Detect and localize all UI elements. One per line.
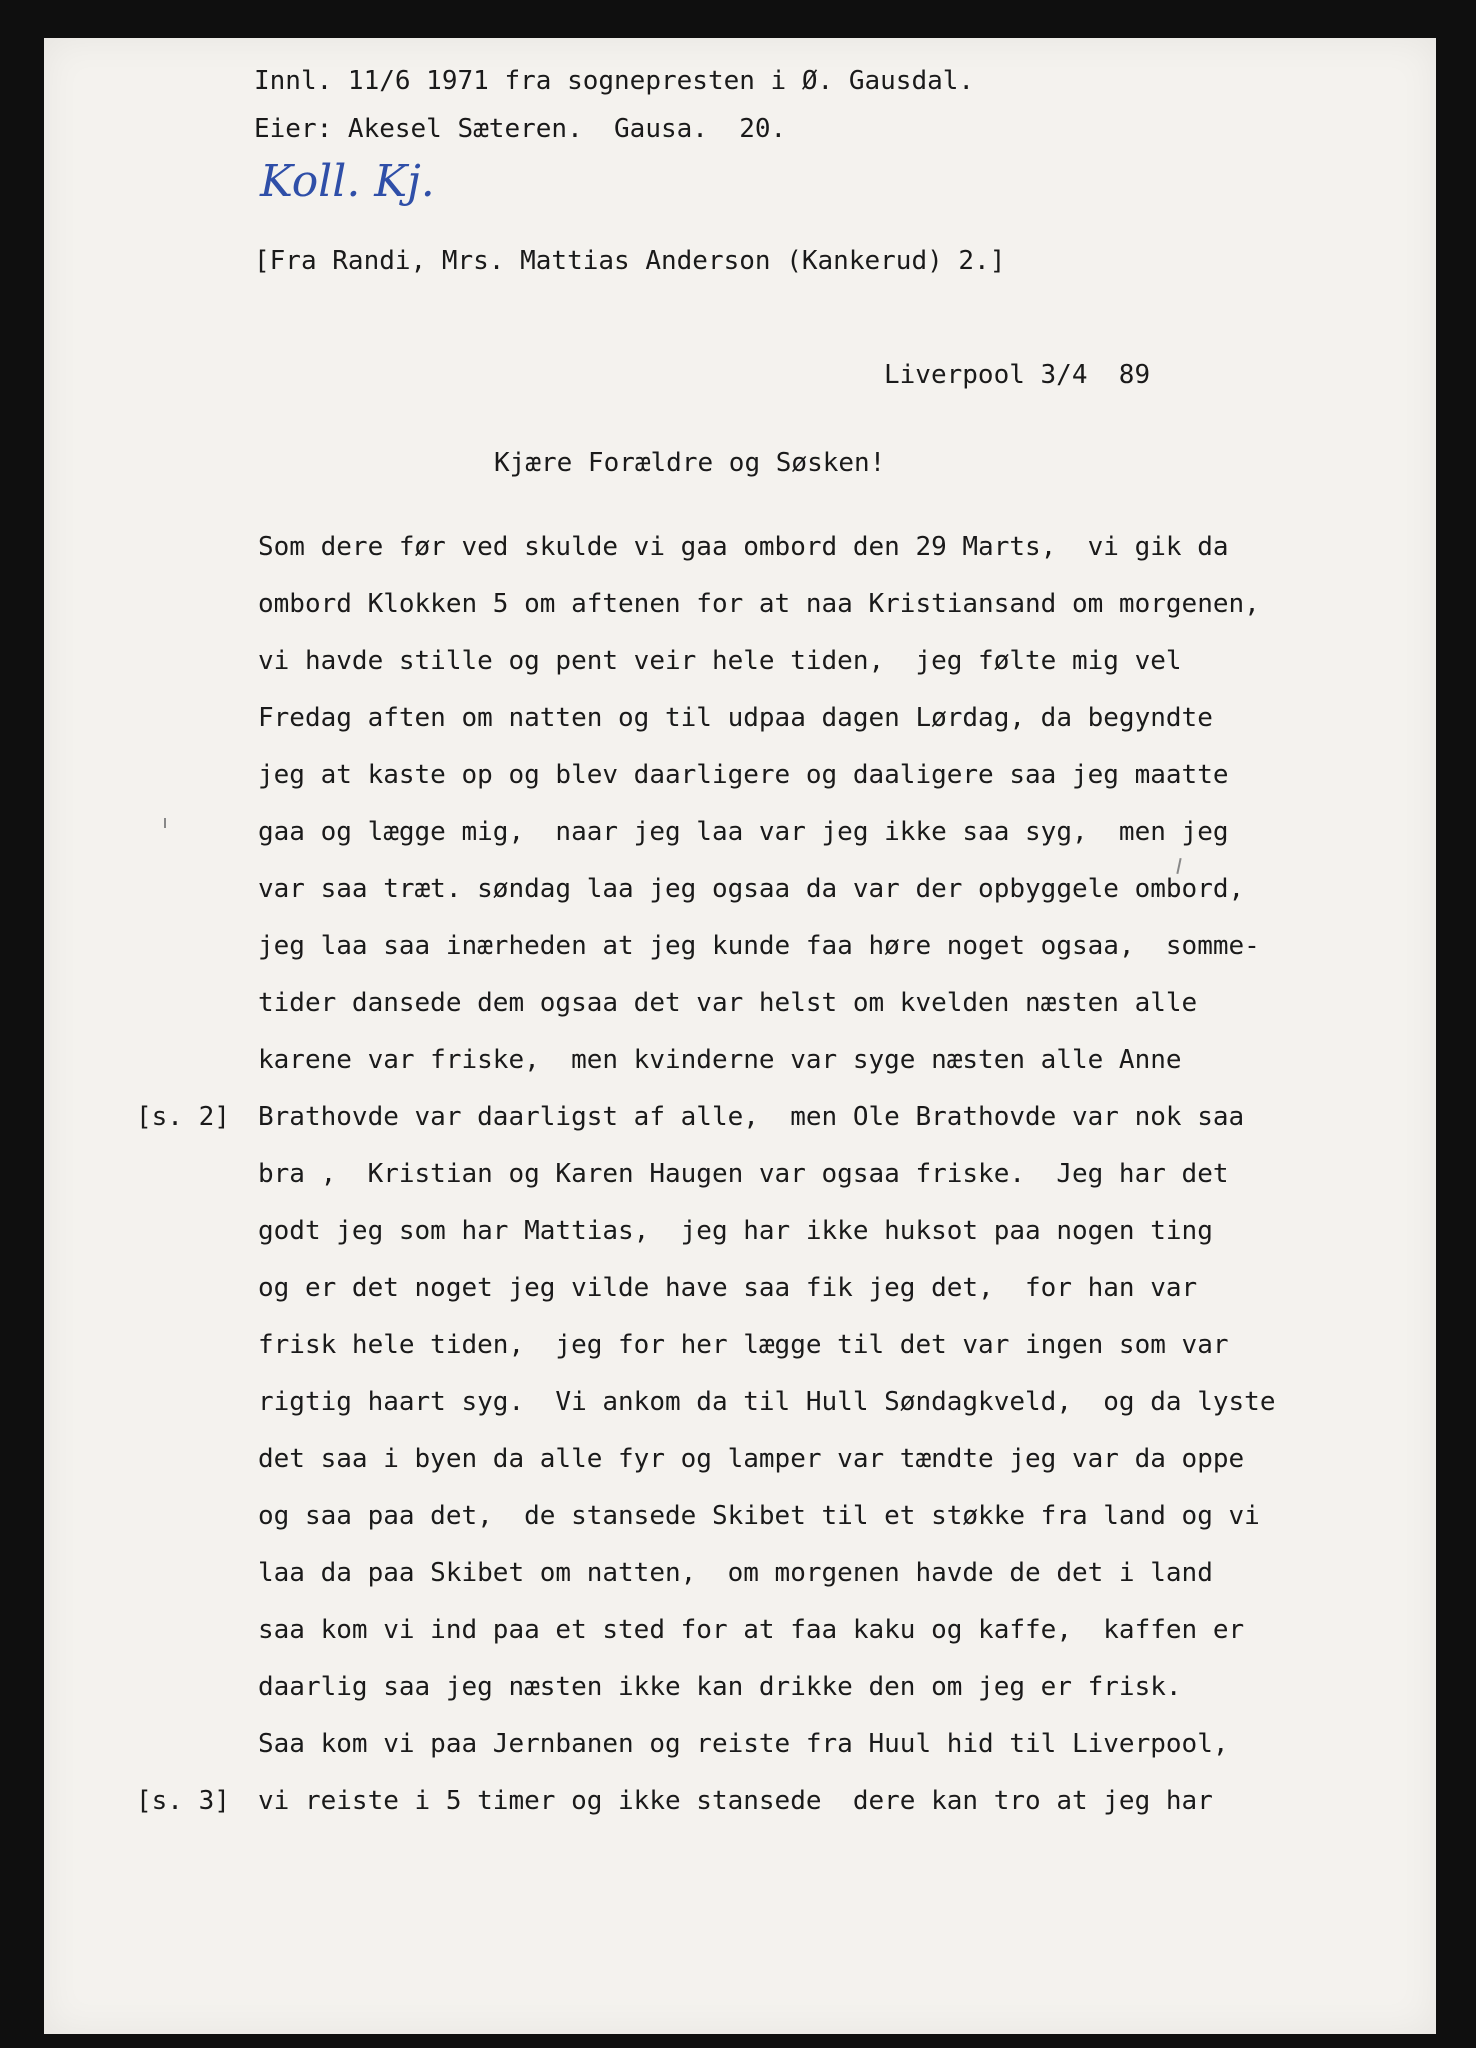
body-line: var saa træt. søndag laa jeg ogsaa da var der opbyggele ombord, [258,874,1245,904]
body-line: og er det noget jeg vilde have saa fik jeg det, for han var [258,1273,1198,1303]
body-line: gaa og lægge mig, naar jeg laa var jeg ikke saa syg, men jeg [258,817,1229,847]
header-received: Innl. 11/6 1971 fra sognepresten i Ø. Gausdal. [254,66,975,96]
body-line: Fredag aften om natten og til udpaa dagen Lørdag, da begyndte [258,703,1213,733]
body-line: karene var friske, men kvinderne var syge næsten alle Anne [258,1045,1182,1075]
body-line: vi reiste i 5 timer og ikke stansede dere kan tro at jeg har [258,1786,1213,1816]
body-line: rigtig haart syg. Vi ankom da til Hull Søndagkveld, og da lyste [258,1387,1276,1417]
body-line: frisk hele tiden, jeg for her lægge til det var ingen som var [258,1330,1229,1360]
body-line: Som dere før ved skulde vi gaa ombord den 29 Marts, vi gik da [258,532,1229,562]
handwritten-note: Koll. Kj. [260,156,435,207]
body-line: jeg laa saa inærheden at jeg kunde faa høre noget ogsaa, somme- [258,931,1260,961]
header-owner: Eier: Akesel Sæteren. Gausa. 20. [254,114,787,144]
body-line: laa da paa Skibet om natten, om morgenen havde de det i land [258,1558,1213,1588]
page-marker-s2: [s. 2] [136,1102,230,1132]
body-line: daarlig saa jeg næsten ikke kan drikke den om jeg er frisk. [258,1672,1182,1702]
body-line: Saa kom vi paa Jernbanen og reiste fra Huul hid til Liverpool, [258,1729,1229,1759]
place-date: Liverpool 3/4 89 [884,360,1151,390]
body-line: og saa paa det, de stansede Skibet til et støkke fra land og vi [258,1501,1260,1531]
body-line: saa kom vi ind paa et sted for at faa kaku og kaffe, kaffen er [258,1615,1245,1645]
salutation: Kjære Forældre og Søsken! [494,448,886,478]
pencil-mark [164,818,166,828]
body-line: Brathovde var daarligst af alle, men Ole Brathovde var nok saa [258,1102,1245,1132]
body-line: jeg at kaste op og blev daarligere og daaligere saa jeg maatte [258,760,1229,790]
body-line: bra , Kristian og Karen Haugen var ogsaa friske. Jeg har det [258,1159,1229,1189]
document-page [44,38,1436,2034]
body-line: ombord Klokken 5 om aftenen for at naa Kristiansand om morgenen, [258,589,1260,619]
letter-body [44,38,1436,2034]
body-line: vi havde stille og pent veir hele tiden, jeg følte mig vel [258,646,1182,676]
body-line: tider dansede dem ogsaa det var helst om kvelden næsten alle [258,988,1198,1018]
page-marker-s3: [s. 3] [136,1786,230,1816]
body-line: godt jeg som har Mattias, jeg har ikke huksot paa nogen ting [258,1216,1213,1246]
source-note: [Fra Randi, Mrs. Mattias Anderson (Kankerud) 2.] [254,246,1006,276]
body-line: det saa i byen da alle fyr og lamper var tændte jeg var da oppe [258,1444,1245,1474]
